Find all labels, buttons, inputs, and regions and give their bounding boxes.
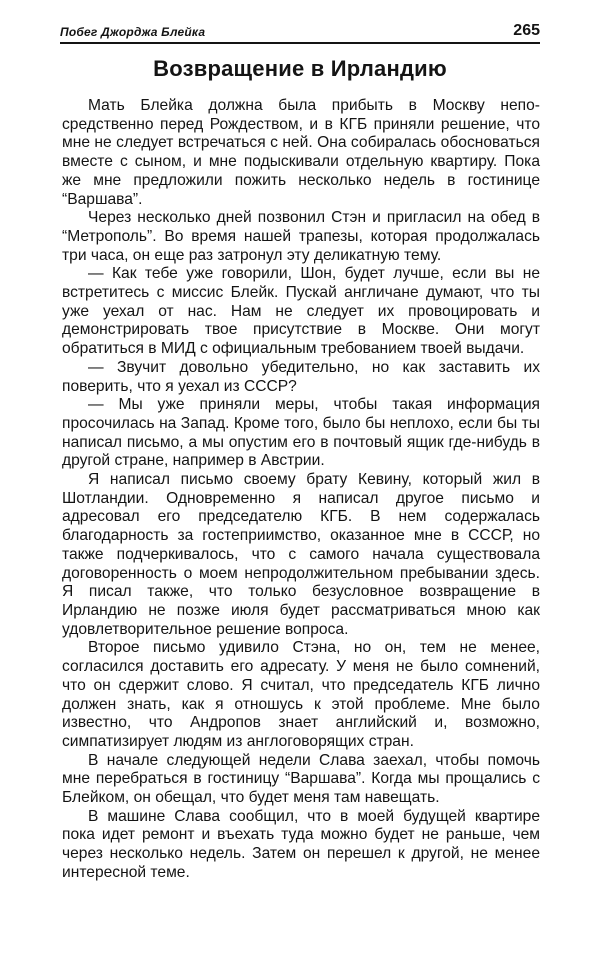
body-text [62,97,540,883]
paragraph: Я написал письмо своему брату Кевину, который жил в Шотландии. Одновременно я написал другое письмо и адресовал его председателю КГБ. В нем содержалась благодарность за гостеприимство, оказанное мне в СССР, но также подчеркивалось, что с самого начала существовала договоренность о моем непродолжительном пребывании здесь. Я писал также, что только безусловное возвращение в Ирландию не позже июля будет рассматриваться мною как удовлетворительное решение вопроса. [62,471,540,638]
paragraph: — Звучит довольно убедительно, но как заставить их поверить, что я уехал из СССР? [62,358,540,395]
paragraph: В начале следующей недели Слава заехал, чтобы помочь мне перебраться в гостиницу “Варшава”. Когда мы прощались с Блейком, он обещал, что будет меня там навещать. [62,751,540,807]
paragraph: Через несколько дней позвонил Стэн и пригласил на обед в “Метрополь”. Во время нашей трапезы, которая продолжалась три часа, он еще раз затронул эту деликатную тему. [62,209,540,264]
page-number: 265 [513,22,540,39]
paragraph: — Как тебе уже говорили, Шон, будет лучше, если вы не встретитесь с миссис Блейк. Пускай англичане думают, что ты уже уехал от нас. Нам не следует их провоцировать и демонстрировать твое присутствие в Москве. Они могут обратиться в МИД с официальным требованием твоей выдачи. [62,265,540,358]
paragraph: В машине Слава сообщил, что в моей будущей квартире пока идет ремонт и въехать туда можно будет не раньше, чем через несколько недель. Затем он перешел к другой, не менее интересной теме. [62,807,540,881]
running-title: Побег Джорджа Блейка [60,25,206,39]
running-head [60,22,540,44]
paragraph: Мать Блейка должна была прибыть в Москву непосредственно перед Рождеством, и в КГБ приняли решение, что мне не следует встречаться с ней. Она собиралась обосноваться вместе с сыном, и мне подыскивали отдельную квартиру. Пока же мне предложили пожить несколько недель в гостинице “Варшава”. [62,97,540,208]
paragraph: — Мы уже приняли меры, чтобы такая информация просочилась на Запад. Кроме того, было бы неплохо, если бы ты написал письмо, а мы опустим его в почтовый ящик где-нибудь в другой стране, например в Австрии. [62,396,540,470]
paragraph: Второе письмо удивило Стэна, но он, тем не менее, согласился доставить его адресату. У меня не было сомнений, что он сдержит слово. Я считал, что председатель КГБ лично должен знать, как я отношусь к этой проблеме. Мне было известно, что Андропов знает английский и, возможно, симпатизирует людям из англоговорящих стран. [62,639,540,750]
chapter-title: Возвращение в Ирландию [153,56,447,81]
